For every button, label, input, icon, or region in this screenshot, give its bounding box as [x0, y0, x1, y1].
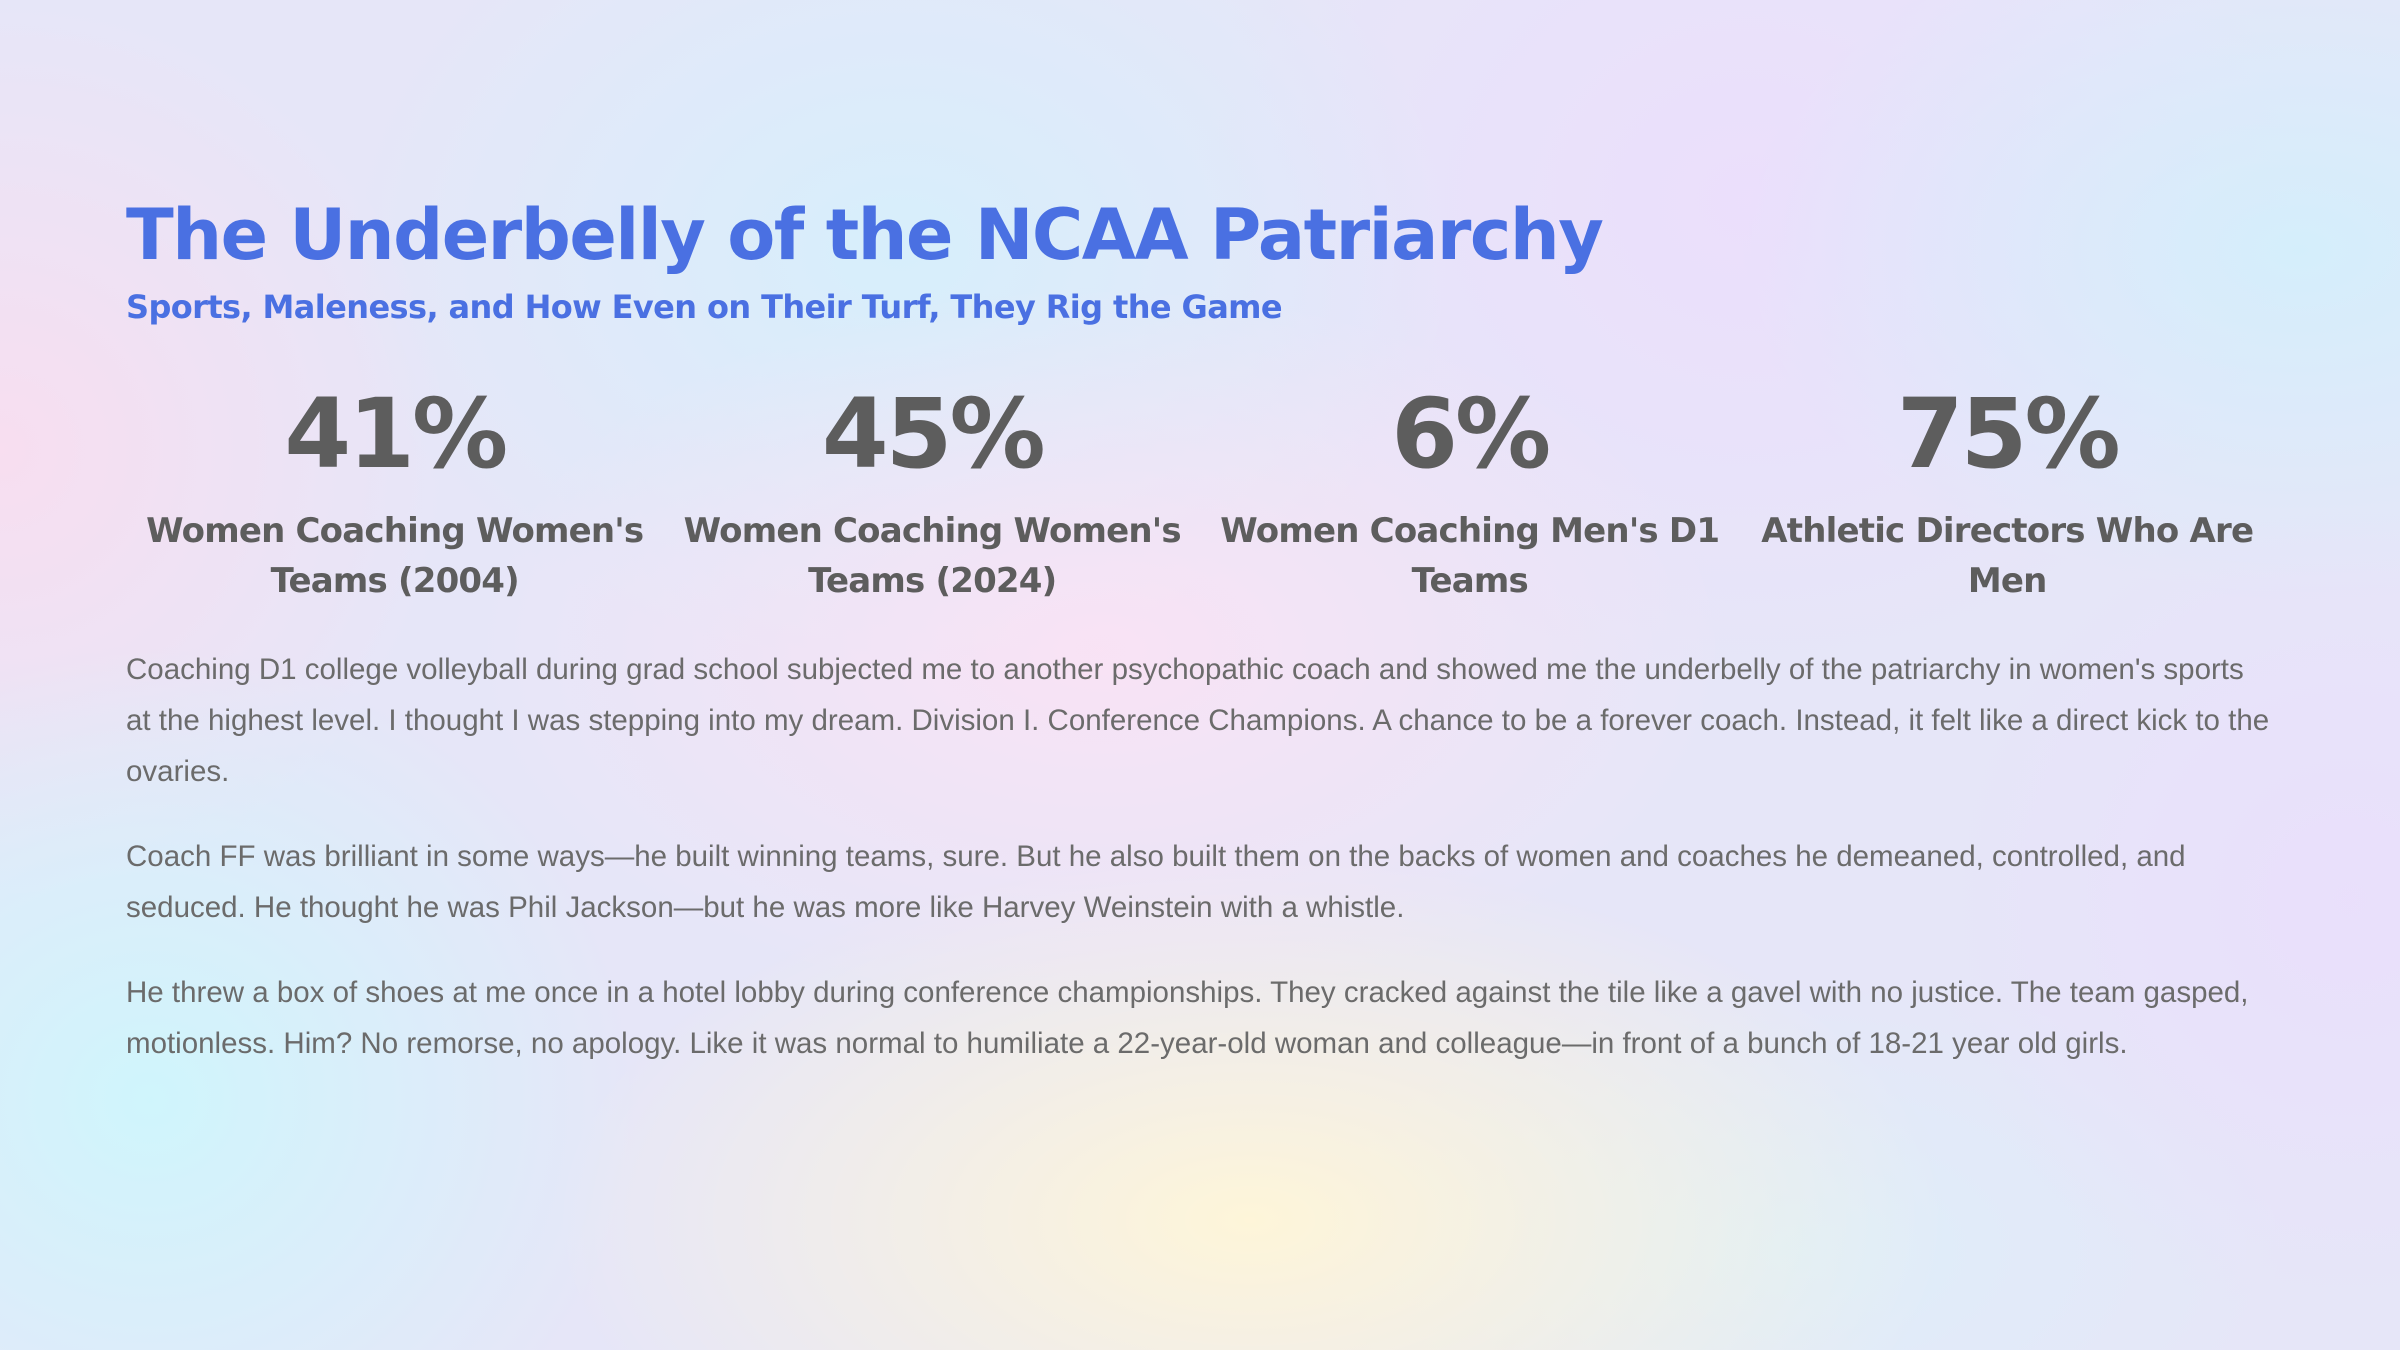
- stat-block: [664, 378, 1202, 606]
- stat-block: [126, 378, 664, 606]
- document-page: [126, 190, 2276, 1103]
- stat-label: Women Coaching Women's Teams (2004): [146, 511, 644, 601]
- paragraph: He threw a box of shoes at me once in a hotel lobby during conference championships. They cracked against the tile like a gavel with no justice. The team gasped, motionless. Him? No remorse, no apology. Like it was normal to humiliate a 22-year-old woman and colleague—in front of a bunch of 18-21 year old girls.: [126, 976, 2249, 1060]
- stat-block: [1739, 378, 2277, 606]
- paragraph: Coach FF was brilliant in some ways—he built winning teams, sure. But he also built them on the backs of women and coaches he demeaned, controlled, and seduced. He thought he was Phil Jackson—but he was more like Harvey Weinstein with a whistle.: [126, 840, 2186, 924]
- stat-label: Women Coaching Men's D1 Teams: [1220, 511, 1720, 601]
- stats-row: [126, 378, 2276, 606]
- stat-label: Women Coaching Women's Teams (2024): [683, 511, 1181, 601]
- paragraph: Coaching D1 college volleyball during grad school subjected me to another psychopathic coach and showed me the underbelly of the patriarchy in women's sports at the highest level. I thought I was stepping into my dream. Division I. Conference Champions. A chance to be a forever coach. Instead, it felt like a direct kick to the ovaries.: [126, 653, 2270, 788]
- stat-value: 75%: [1896, 378, 2118, 490]
- page-subtitle: Sports, Maleness, and How Even on Their Turf, They Rig the Game: [126, 288, 1283, 326]
- stat-value: 41%: [284, 378, 506, 490]
- stat-value: 45%: [821, 378, 1043, 490]
- stat-value: 6%: [1391, 378, 1549, 490]
- body-text: [126, 644, 2276, 1069]
- page-title: The Underbelly of the NCAA Patriarchy: [126, 194, 1603, 276]
- stat-block: [1201, 378, 1739, 606]
- stat-label: Athletic Directors Who Are Men: [1761, 511, 2254, 601]
